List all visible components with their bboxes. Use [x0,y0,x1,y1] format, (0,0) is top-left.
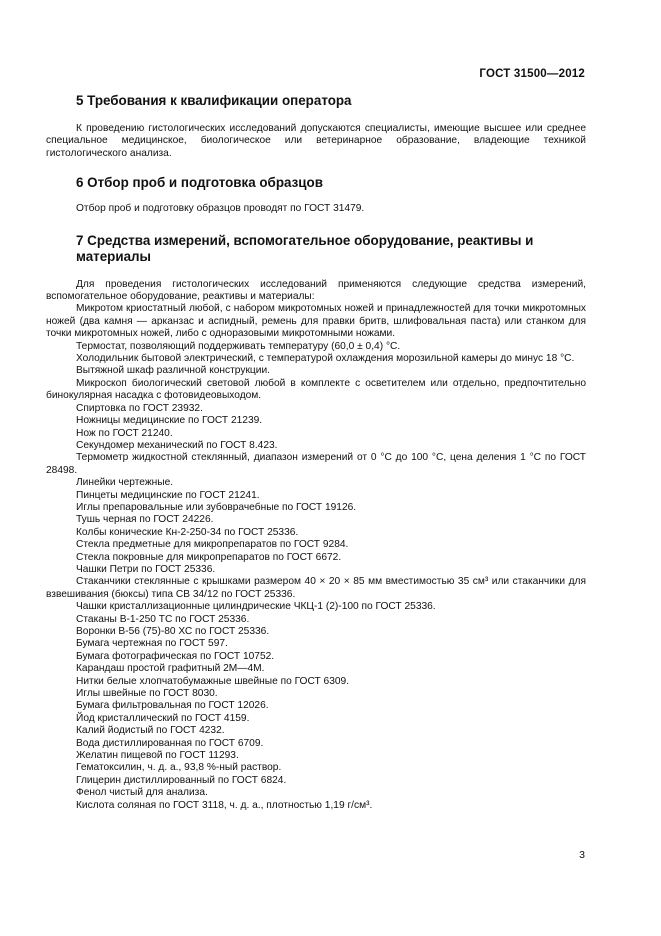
paragraph: Вытяжной шкаф различной конструкции. [76,365,270,377]
paragraph: Глицерин дистиллированный по ГОСТ 6824. [76,774,287,786]
page-number: 3 [579,849,585,861]
section-equipment [46,233,586,812]
paragraph: Пинцеты медицинские по ГОСТ 21241. [76,489,260,501]
paragraph: Вода дистиллированная по ГОСТ 6709. [76,737,264,749]
paragraph: Термометр жидкостной стеклянный, диапазон измерений от 0 °С до 100 °С, цена деления 1 °С по ГОСТ 28498. [46,452,586,476]
paragraph: Стаканы В-1-250 ТС по ГОСТ 25336. [76,613,250,625]
paragraph: Кислота соляная по ГОСТ 3118, ч. д. а., плотностью 1,19 г/см³. [76,799,373,811]
paragraph: Стекла предметные для микропрепаратов по ГОСТ 9284. [76,539,349,551]
paragraph: Гематоксилин, ч. д. а., 93,8 %-ный раствор. [76,762,282,774]
section-sampling [46,175,586,215]
section-title: 7 Средства измерений, вспомогательное оборудование, реактивы и материалы [76,232,534,264]
paragraph: Чашки кристаллизационные цилиндрические ЧКЦ-1 (2)-100 по ГОСТ 25336. [76,601,436,613]
paragraph: Тушь черная по ГОСТ 24226. [76,514,214,526]
paragraph: Калий йодистый по ГОСТ 4232. [76,725,225,737]
section-operator-qualification [46,93,586,160]
paragraph: Для проведения гистологических исследований применяются следующие средства измерений, вспомогательное оборудование, реактивы и материалы: [46,278,586,303]
paragraph: Спиртовка по ГОСТ 23932. [76,402,203,414]
paragraph: Стаканчики стеклянные с крышками размером 40 × 20 × 85 мм вместимостью 35 см³ или стаканчики для взвешивания (бюксы) типа СВ 34/12 по ГОСТ 25336. [46,576,586,600]
paragraph: Иглы препаровальные или зубоврачебные по ГОСТ 19126. [76,501,357,513]
paragraph: Ножницы медицинские по ГОСТ 21239. [76,415,263,427]
paragraph: Микроскоп биологический световой любой в комплекте с осветителем или отдельно, предпочтительно бинокулярная насадка с фотовидеовыходом. [46,377,586,402]
paragraph: Микротом криостатный любой, с набором микротомных ножей и принадлежностей для точки микротомных ножей (два камня — арканзас и аспидный, ремень для правки бритв, шлифовальная паста) или станком для точки микротомных ножей, либо с одноразовыми микротомными ножами. [46,303,586,340]
paragraph: К проведению гистологических исследований допускаются специалисты, имеющие высшее или среднее специальное медицинское, биологическое или ветеринарное образование, владеющие техникой гистологического анализа. [46,123,586,159]
section-title: 6 Отбор проб и подготовка образцов [76,175,323,191]
paragraph: Бумага фотографическая по ГОСТ 10752. [76,650,275,662]
paragraph: Нитки белые хлопчатобумажные швейные по ГОСТ 6309. [76,675,350,687]
paragraph: Бумага фильтровальная по ГОСТ 12026. [76,700,269,712]
paragraph: Нож по ГОСТ 21240. [76,427,173,439]
document-code: ГОСТ 31500—2012 [479,68,585,80]
paragraph: Желатин пищевой по ГОСТ 11293. [76,750,239,762]
paragraph: Бумага чертежная по ГОСТ 597. [76,638,228,650]
paragraph: Отбор проб и подготовку образцов проводят по ГОСТ 31479. [76,203,365,215]
document-body [46,93,586,812]
paragraph: Фенол чистый для анализа. [76,787,208,799]
paragraph: Секундомер механический по ГОСТ 8.423. [76,439,278,451]
paragraph: Карандаш простой графитный 2М—4М. [76,663,265,675]
paragraph: Термостат, позволяющий поддерживать температуру (60,0 ± 0,4) °С. [76,340,401,352]
paragraph: Стекла покровные для микропрепаратов по ГОСТ 6672. [76,551,342,563]
paragraph: Колбы конические Кн-2-250-34 по ГОСТ 25336. [76,526,299,538]
paragraph: Холодильник бытовой электрический, с температурой охлаждения морозильной камеры до минус 18 °С. [76,353,575,365]
paragraph: Воронки В-56 (75)-80 ХС по ГОСТ 25336. [76,626,270,637]
paragraph: Линейки чертежные. [76,477,174,489]
paragraph: Йод кристаллический по ГОСТ 4159. [76,712,250,724]
paragraph: Иглы швейные по ГОСТ 8030. [76,688,218,700]
paragraph: Чашки Петри по ГОСТ 25336. [76,563,216,575]
section-title: 5 Требования к квалификации оператора [76,93,352,108]
